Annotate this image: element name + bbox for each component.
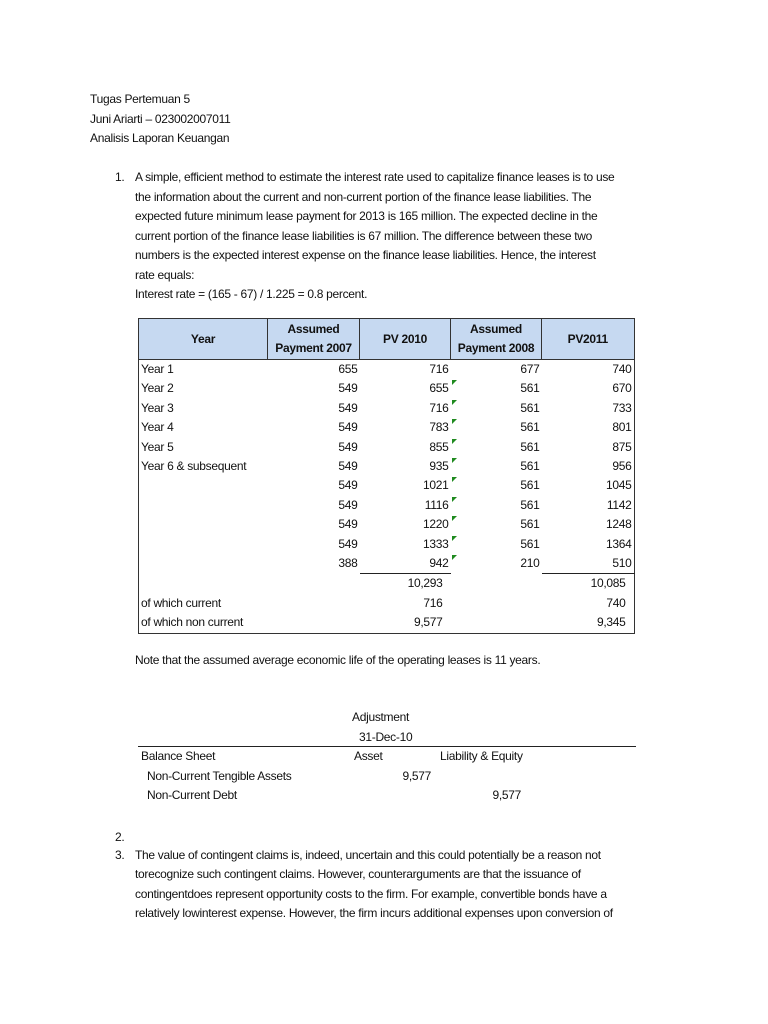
table-cell (268, 379, 360, 398)
q2-number: 2. (115, 830, 125, 844)
q3-line: contingentdoes represent opportunity costs to the firm. For example, convertible bonds have a (135, 886, 607, 901)
note-text: Note that the assumed average economic life of the operating leases is 11 years. (135, 653, 541, 667)
cell-value: 716 (429, 400, 449, 415)
table-cell (542, 535, 635, 554)
cell-value: 875 (612, 439, 632, 454)
cell-value: Year 4 (141, 420, 174, 435)
cell-value: 561 (520, 478, 540, 493)
column-header-line: Payment 2008 (457, 341, 535, 355)
cell-value: 561 (520, 420, 540, 435)
lease-table (138, 318, 635, 634)
cell-value: 783 (429, 420, 449, 435)
column-header (542, 319, 635, 360)
column-header (360, 319, 451, 360)
table-cell (451, 438, 542, 457)
table-row (139, 438, 635, 457)
q3-line: relatively lowinterest expense. However, the firm incurs additional expenses upon conversion of (135, 906, 613, 920)
q1-line: numbers is the expected interest expense on the finance lease liabilities. Hence, the interest (135, 248, 596, 262)
table-cell (268, 360, 360, 380)
table-cell (268, 535, 360, 554)
table-row (139, 535, 635, 554)
table-row (139, 476, 635, 495)
cell-value: 10,085 (590, 576, 626, 591)
cell-value: Year 1 (141, 362, 174, 376)
q3-line: torecognize such contingent claims. However, counterarguments are that the issuance of (135, 867, 581, 881)
doc-title: Tugas Pertemuan 5 (90, 92, 190, 106)
table-cell (360, 399, 451, 418)
balance-sheet-label: Balance Sheet (141, 749, 216, 763)
cell-value: 510 (612, 556, 632, 571)
table-cell (139, 574, 268, 594)
table-cell (542, 399, 635, 418)
q1-line: A simple, efficient method to estimate the interest rate used to capitalize finance leases is to use (135, 170, 615, 184)
cell-value: 549 (338, 536, 358, 551)
table-cell (542, 438, 635, 457)
table-cell (139, 438, 268, 457)
table-cell (268, 457, 360, 476)
cell-value: 1220 (423, 517, 449, 532)
cell-value: 670 (612, 381, 632, 396)
table-cell (542, 418, 635, 437)
row-noncurrent-debt: Non-Current Debt (147, 788, 237, 802)
table-cell (268, 476, 360, 495)
cell-value: 1142 (606, 497, 632, 512)
cell-value: 210 (520, 556, 540, 571)
cell-value: Year 3 (141, 400, 174, 415)
table-cell (451, 457, 542, 476)
column-header-line: Assumed (287, 322, 340, 336)
table-cell (360, 613, 451, 633)
table-cell (268, 418, 360, 437)
table-cell (360, 457, 451, 476)
cell-value: 801 (612, 420, 632, 435)
cell-value: 1248 (606, 517, 632, 532)
table-cell (451, 535, 542, 554)
cell-value: 740 (606, 595, 626, 610)
column-header-line: Payment 2007 (275, 341, 352, 355)
cell-value: 716 (423, 595, 443, 610)
table-cell (360, 496, 451, 515)
table-cell (451, 418, 542, 437)
table-cell (268, 438, 360, 457)
table-cell (542, 515, 635, 534)
column-header-line: Assumed (470, 322, 522, 336)
table-cell (451, 476, 542, 495)
cell-value: 956 (612, 459, 632, 474)
cell-value: Year 5 (141, 439, 174, 454)
table-cell (139, 496, 268, 515)
adjustment-title: Adjustment (352, 710, 410, 724)
table-row (139, 399, 635, 418)
table-cell (139, 515, 268, 534)
table-cell (268, 574, 360, 594)
cell-value: 855 (429, 439, 449, 454)
q3-paragraph (135, 846, 613, 924)
table-cell (451, 399, 542, 418)
table-cell (139, 476, 268, 495)
cell-value: 561 (520, 400, 540, 415)
table-cell (451, 574, 542, 594)
table-cell (451, 379, 542, 398)
table-cell (139, 535, 268, 554)
table-cell (268, 554, 360, 574)
table-cell (360, 574, 451, 594)
q1-number: 1. (115, 170, 125, 184)
table-cell (139, 457, 268, 476)
q3-number: 3. (115, 847, 125, 862)
column-header (451, 319, 542, 360)
cell-value: 655 (338, 362, 358, 376)
cell-value: 733 (612, 400, 632, 415)
table-cell (542, 574, 635, 594)
cell-value: 549 (338, 497, 358, 512)
table-cell (360, 554, 451, 574)
total-row (139, 574, 635, 594)
table-cell (542, 594, 635, 613)
q1-paragraph (135, 168, 614, 305)
q1-line: rate equals: (135, 267, 195, 282)
table-cell (360, 379, 451, 398)
cell-value: 677 (520, 362, 540, 376)
table-cell (542, 476, 635, 495)
table-cell (360, 476, 451, 495)
table-cell (360, 515, 451, 534)
table-cell (268, 515, 360, 534)
table-row (139, 496, 635, 515)
table-cell (542, 379, 635, 398)
cell-value: 561 (520, 439, 540, 454)
cell-value: 549 (338, 459, 358, 474)
table-cell (542, 457, 635, 476)
table-cell (360, 438, 451, 457)
table-cell (360, 418, 451, 437)
table-cell (360, 594, 451, 613)
cell-value: 942 (429, 556, 449, 571)
table-cell (139, 418, 268, 437)
cell-value: 716 (429, 362, 449, 376)
cell-value: 549 (338, 517, 358, 532)
column-header-line: Year (190, 331, 216, 346)
cell-value: 549 (338, 381, 358, 396)
non-current-row (139, 613, 635, 633)
table-cell (542, 554, 635, 574)
table-row (139, 360, 635, 380)
cell-value: 1333 (423, 536, 449, 551)
table-cell (542, 613, 635, 633)
cell-value: 740 (612, 362, 632, 376)
q1-line: the information about the current and non-current portion of the finance lease liabilities. The (135, 189, 592, 204)
q1-formula: Interest rate = (165 - 67) / 1.225 = 0.8 percent. (135, 287, 368, 301)
table-cell (268, 399, 360, 418)
table-header-row (139, 319, 635, 360)
table-cell (360, 360, 451, 380)
cell-value: 655 (429, 381, 449, 396)
asset-col-label: Asset (354, 749, 383, 763)
cell-value: 561 (520, 381, 540, 396)
cell-value: 1364 (606, 536, 632, 551)
cell-value: Year 2 (141, 381, 174, 396)
table-cell (139, 379, 268, 398)
table-row (139, 515, 635, 534)
column-header (139, 319, 268, 360)
table-cell (268, 594, 360, 613)
table-cell (542, 496, 635, 515)
row-noncurrent-assets: Non-Current Tengible Assets (147, 768, 292, 783)
table-cell (268, 613, 360, 633)
liability-col-label: Liability & Equity (440, 749, 523, 763)
table-cell (451, 613, 542, 633)
doc-author: Juni Ariarti – 023002007011 (90, 111, 231, 126)
table-row (139, 554, 635, 574)
column-header-line: PV 2010 (383, 331, 427, 346)
table-cell (139, 399, 268, 418)
cell-value: 1021 (423, 478, 449, 493)
cell-value: 388 (338, 556, 358, 571)
row-noncurrent-debt-liability: 9,577 (492, 788, 521, 802)
cell-value: 549 (338, 400, 358, 415)
table-cell (451, 594, 542, 613)
cell-value: 1045 (606, 478, 632, 493)
cell-value: 561 (520, 517, 540, 532)
doc-course: Analisis Laporan Keuangan (90, 131, 230, 145)
table-row (139, 418, 635, 437)
table-row (139, 379, 635, 398)
cell-value: Year 6 & subsequent (141, 459, 247, 474)
column-header-line: PV2011 (567, 331, 608, 346)
cell-value: 10,293 (407, 576, 443, 591)
table-cell (139, 594, 268, 613)
cell-value: 9,345 (596, 615, 626, 630)
cell-value: of which non current (141, 615, 244, 630)
table-cell (451, 360, 542, 380)
table-cell (268, 496, 360, 515)
cell-value: 1116 (424, 497, 449, 512)
q3-line: The value of contingent claims is, indeed, uncertain and this could potentially be a reason not (135, 847, 601, 862)
cell-value: 549 (338, 420, 358, 435)
q1-line: current portion of the finance lease liabilities is 67 million. The difference between these two (135, 228, 593, 243)
table-cell (360, 535, 451, 554)
cell-value: 935 (429, 459, 449, 474)
table-cell (451, 515, 542, 534)
cell-value: 561 (520, 536, 540, 551)
cell-value: of which current (141, 595, 221, 610)
table-cell (139, 554, 268, 574)
cell-value: 9,577 (413, 615, 443, 630)
column-header (268, 319, 360, 360)
q1-line: expected future minimum lease payment for 2013 is 165 million. The expected decline in the (135, 209, 598, 223)
current-row (139, 594, 635, 613)
cell-value: 561 (520, 497, 540, 512)
table-row (139, 457, 635, 476)
table-cell (451, 496, 542, 515)
table-cell (139, 613, 268, 633)
adjustment-date: 31-Dec-10 (359, 729, 413, 744)
cell-value: 549 (338, 439, 358, 454)
table-cell (139, 360, 268, 380)
table-cell (542, 360, 635, 380)
table-cell (451, 554, 542, 574)
row-noncurrent-assets-asset: 9,577 (402, 768, 431, 783)
cell-value: 561 (520, 459, 540, 474)
cell-value: 549 (338, 478, 358, 493)
